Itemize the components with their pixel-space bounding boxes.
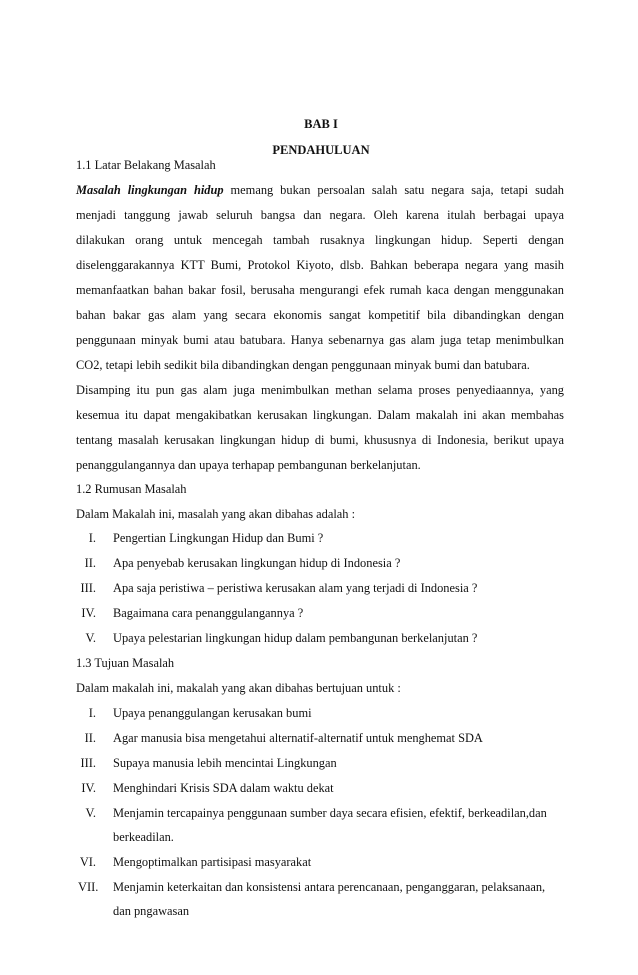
list-item: Mengoptimalkan partisipasi masyarakat bbox=[113, 855, 312, 869]
list-item: Apa saja peristiwa – peristiwa kerusakan alam yang terjadi di Indonesia ? bbox=[113, 581, 478, 595]
list-number: II. bbox=[84, 731, 96, 745]
list-number: III. bbox=[80, 581, 96, 595]
paragraph-line: penanggulangannya dan upaya terhapap pembangunan berkelanjutan. bbox=[76, 458, 421, 472]
list-item: Menjamin keterkaitan dan konsistensi antara perencanaan, penganggaran, pelaksanaan, bbox=[113, 880, 546, 894]
list-item-continuation: berkeadilan. bbox=[113, 830, 174, 844]
paragraph-line: CO2, tetapi lebih sedikit bila dibandingkan dengan penggunaan minyak bumi dan batubara. bbox=[76, 358, 530, 372]
paragraph-line: tentang masalah kerusakan lingkungan hidup di bumi, khususnya di Indonesia, berikut upaya bbox=[76, 433, 564, 447]
paragraph-line bbox=[76, 182, 564, 198]
list-item: Bagaimana cara penanggulangannya ? bbox=[113, 606, 304, 620]
section-intro: Dalam Makalah ini, masalah yang akan dibahas adalah : bbox=[76, 507, 356, 521]
list-item: Upaya penanggulangan kerusakan bumi bbox=[113, 706, 312, 720]
list-item: Menghindari Krisis SDA dalam waktu dekat bbox=[113, 781, 334, 795]
list-number: IV. bbox=[81, 606, 96, 620]
list-item: Supaya manusia lebih mencintai Lingkungan bbox=[113, 756, 337, 770]
list-number: IV. bbox=[81, 781, 96, 795]
list-number: V. bbox=[85, 806, 96, 820]
list-item: Menjamin tercapainya penggunaan sumber daya secara efisien, efektif, berkeadilan,dan bbox=[113, 806, 547, 820]
paragraph-line: Disamping itu pun gas alam juga menimbulkan methan selama proses penyediaannya, yang bbox=[76, 383, 564, 397]
paragraph-line: dilakukan orang untuk mencegah tambah rusaknya lingkungan hidup. Seperti dengan bbox=[76, 233, 564, 247]
list-item: Pengertian Lingkungan Hidup dan Bumi ? bbox=[113, 531, 324, 545]
section-heading-1-1: 1.1 Latar Belakang Masalah bbox=[76, 158, 216, 172]
paragraph-line: bahan bakar gas alam yang secara ekonomis sangat kompetitif bila dibandingkan dengan bbox=[76, 308, 564, 322]
section-heading-1-3: 1.3 Tujuan Masalah bbox=[76, 656, 175, 670]
list-number: I. bbox=[88, 706, 96, 720]
chapter-title: BAB I bbox=[304, 117, 338, 131]
list-number: V. bbox=[85, 631, 96, 645]
paragraph-text: memang bukan persoalan salah satu negara saja, tetapi sudah bbox=[223, 183, 564, 197]
list-item-continuation: dan pngawasan bbox=[113, 904, 190, 918]
paragraph-line: penggunaan minyak bumi atau batubara. Hanya sebenarnya gas alam juga tetap menimbulkan bbox=[76, 333, 564, 347]
list-number: I. bbox=[88, 531, 96, 545]
paragraph-line: menjadi tanggung jawab seluruh bangsa dan negara. Oleh karena itulah berbagai upaya bbox=[76, 208, 564, 222]
list-item: Upaya pelestarian lingkungan hidup dalam pembangunan berkelanjutan ? bbox=[113, 631, 478, 645]
emphasis-lead: Masalah lingkungan hidup bbox=[76, 183, 224, 197]
list-item: Agar manusia bisa mengetahui alternatif-alternatif untuk menghemat SDA bbox=[113, 731, 483, 745]
paragraph-line: diselenggarakannya KTT Bumi, Protokol Kiyoto, dlsb. Bahkan beberapa negara yang masih bbox=[76, 258, 564, 272]
list-number: VII. bbox=[78, 880, 99, 894]
section-heading-1-2: 1.2 Rumusan Masalah bbox=[76, 482, 187, 496]
paragraph-line: kesemua itu dapat mengakibatkan kerusakan lingkungan. Dalam makalah ini akan membahas bbox=[76, 408, 564, 422]
section-intro: Dalam makalah ini, makalah yang akan dibahas bertujuan untuk : bbox=[76, 681, 401, 695]
list-item: Apa penyebab kerusakan lingkungan hidup di Indonesia ? bbox=[113, 556, 401, 570]
list-number: VI. bbox=[79, 855, 96, 869]
list-number: II. bbox=[84, 556, 96, 570]
list-number: III. bbox=[80, 756, 96, 770]
chapter-subtitle: PENDAHULUAN bbox=[272, 143, 370, 157]
paragraph-line: memanfaatkan bahan bakar fosil, berusaha mengurangi efek rumah kaca dengan menggunakan bbox=[76, 283, 564, 297]
